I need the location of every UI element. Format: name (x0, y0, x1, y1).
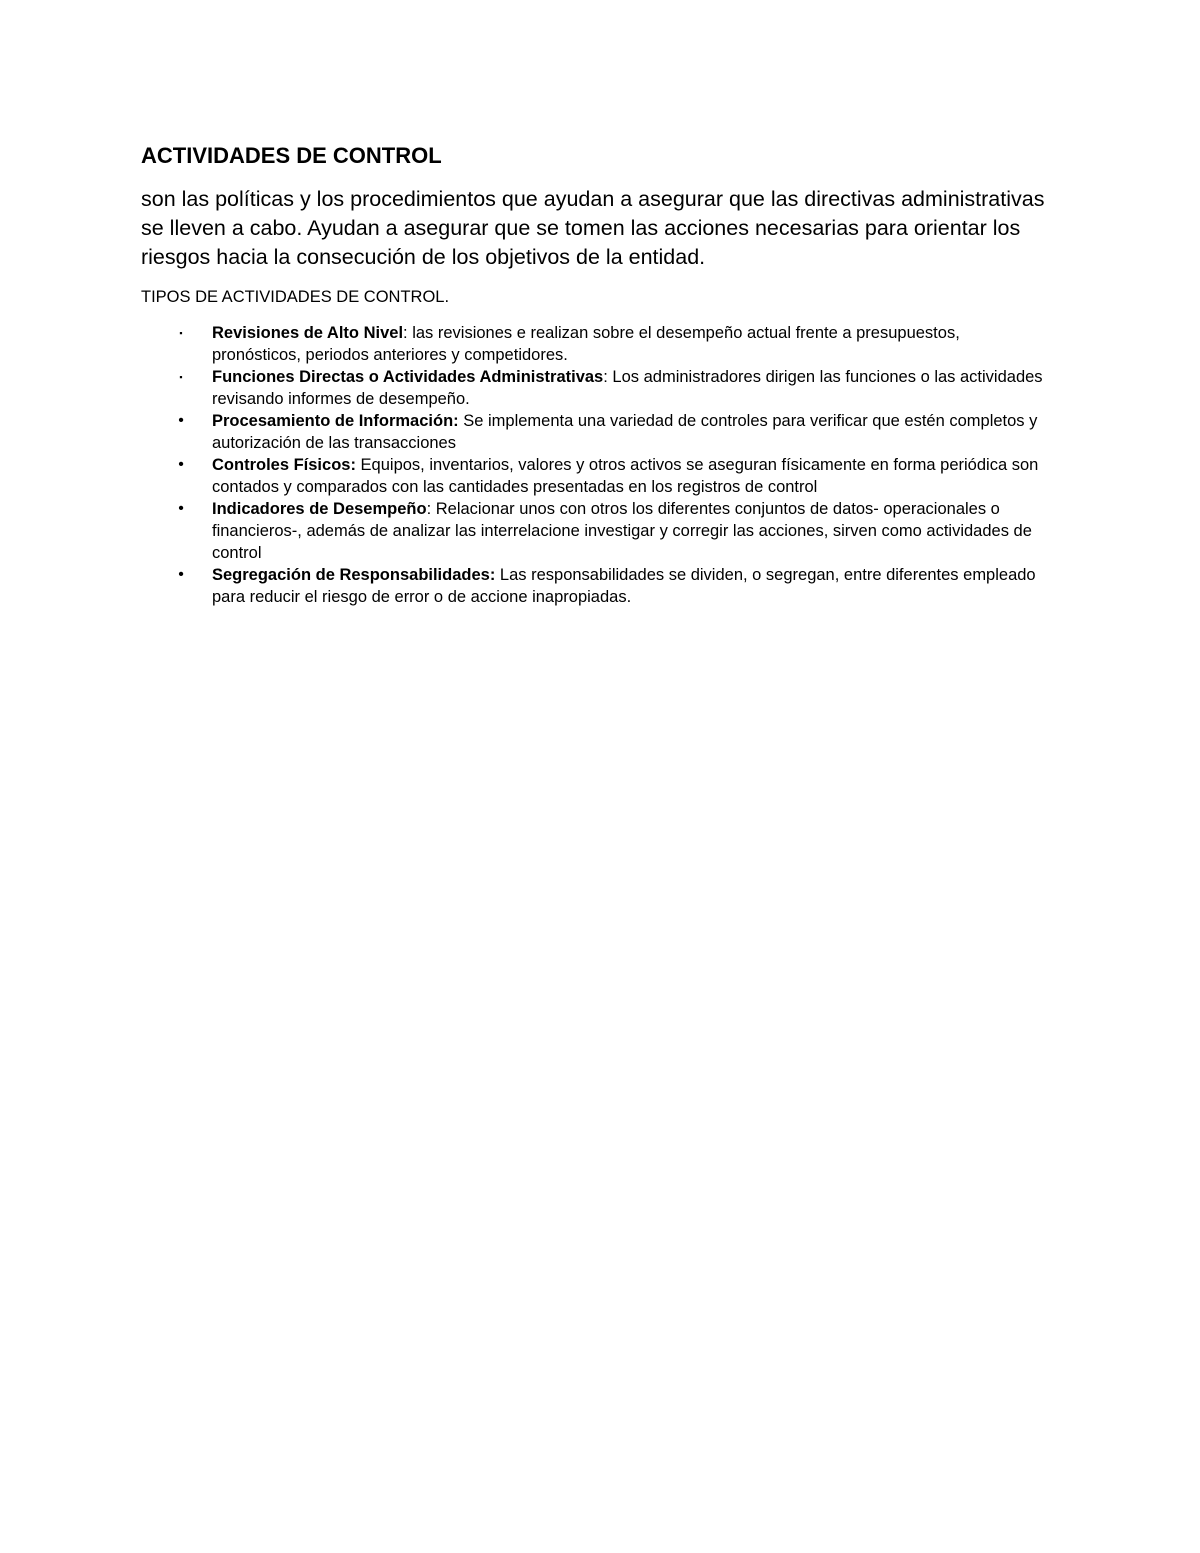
list-item (141, 454, 1052, 498)
round-bullet-icon: • (178, 500, 184, 517)
list-item-text: Equipos, inventarios, valores y otros activos se aseguran físicamente en forma periódica son contados y comparados con las cantidades presentadas en los registros de control (212, 456, 1039, 496)
list-item-separator: : (403, 324, 413, 342)
list-item-text: Las responsabilidades se dividen, o segregan, entre diferentes empleado para reducir el riesgo de error o de accione inapropiadas. (212, 566, 1036, 606)
list-item-term: Procesamiento de Información: (212, 412, 459, 430)
control-activities-list (141, 322, 1071, 608)
list-item (141, 498, 1052, 564)
list-item-text: Los administradores dirigen las funciones o las actividades revisando informes de desempeño. (212, 368, 1043, 408)
list-item (141, 366, 1052, 410)
round-bullet-icon: • (178, 566, 184, 583)
list-item-separator: : (426, 500, 436, 518)
document-content (141, 141, 1071, 608)
round-bullet-icon: • (178, 456, 184, 473)
section-subheading: TIPOS DE ACTIVIDADES DE CONTROL. (141, 288, 450, 306)
list-item-term: Indicadores de Desempeño (212, 500, 427, 518)
list-item (141, 564, 1052, 608)
list-item-term: Funciones Directas o Actividades Administrativas (212, 368, 604, 386)
list-item-term: Controles Físicos: (212, 456, 356, 474)
list-item-term: Segregación de Responsabilidades: (212, 566, 496, 584)
list-item-term: Revisiones de Alto Nivel (212, 324, 404, 342)
round-bullet-icon: • (178, 412, 184, 429)
list-item-separator: : (603, 368, 613, 386)
intro-paragraph: son las políticas y los procedimientos que ayudan a asegurar que las directivas administrativas se lleven a cabo. Ayudan a asegurar que se tomen las acciones necesarias para orientar los riesgos hacia la consecución de los objetivos de la entidad. (141, 187, 1045, 269)
list-item-text: Relacionar unos con otros los diferentes conjuntos de datos- operacionales o financieros-, además de analizar las interrelacione investigar y corregir las acciones, sirven como actividades de control (212, 500, 1032, 562)
square-bullet-icon: ▪ (179, 372, 183, 382)
list-item-text: Se implementa una variedad de controles para verificar que estén completos y autorización de las transacciones (212, 412, 1038, 452)
list-item (141, 410, 1052, 454)
document-title: ACTIVIDADES DE CONTROL (141, 143, 442, 168)
list-item-text: las revisiones e realizan sobre el desempeño actual frente a presupuestos, pronósticos, periodos anteriores y competidores. (212, 324, 960, 364)
list-item (141, 322, 1052, 366)
square-bullet-icon: ▪ (179, 328, 183, 338)
